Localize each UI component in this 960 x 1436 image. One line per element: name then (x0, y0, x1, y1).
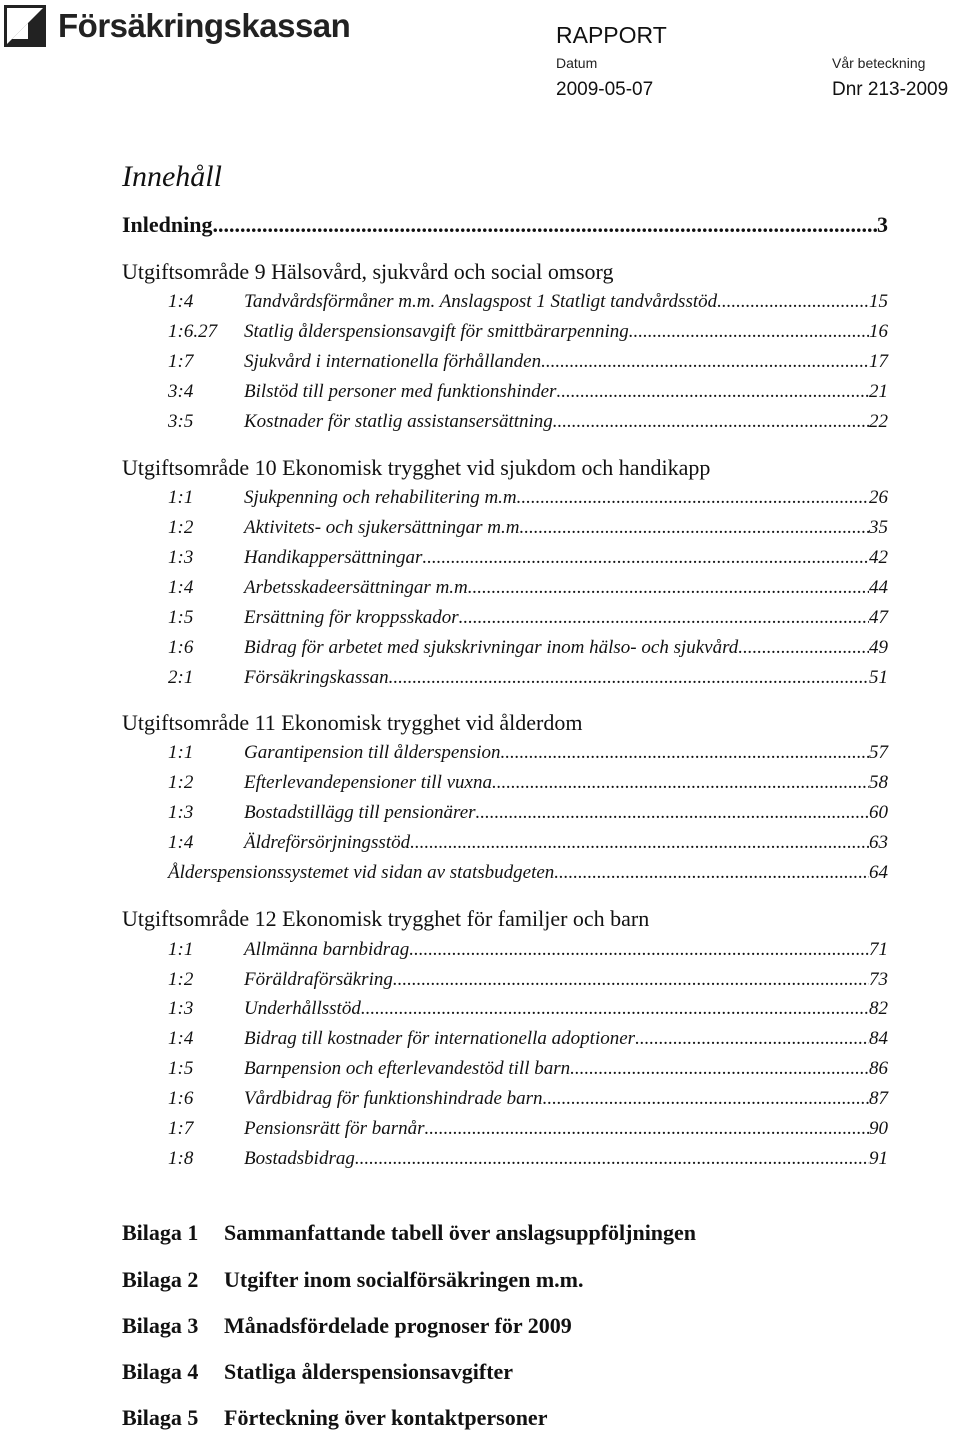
appendix-entry[interactable] (122, 1220, 696, 1246)
toc-entry-number: 1:2 (168, 969, 194, 990)
toc-entry-page: 64 (869, 862, 888, 883)
toc-entry-page: 73 (869, 969, 888, 990)
dot-leader (393, 969, 869, 991)
appendix-entry[interactable] (122, 1313, 572, 1339)
dot-leader (213, 212, 878, 238)
toc-entry-number: 1:1 (168, 939, 194, 960)
toc-entry-text: Vårdbidrag för funktionshindrade barn (244, 1088, 543, 1109)
toc-entry-page: 91 (869, 1148, 888, 1169)
toc-entry-text: Arbetsskadeersättningar m.m. (244, 577, 473, 598)
toc-entry[interactable] (122, 637, 888, 659)
toc-entry-text: Ersättning för kroppsskador (244, 607, 459, 628)
toc-entry-text: Underhållsstöd (244, 998, 361, 1019)
toc-entry[interactable] (122, 381, 888, 403)
appendix-label: Bilaga 4 (122, 1359, 199, 1384)
toc-entry-number: 1:6 (168, 1088, 194, 1109)
dot-leader (459, 607, 869, 629)
toc-entry-inledning[interactable] (122, 212, 888, 238)
dot-leader (543, 1088, 869, 1110)
date-value: 2009-05-07 (556, 79, 654, 100)
toc-entry-number: 1:4 (168, 1028, 194, 1049)
dot-leader (524, 517, 869, 539)
toc-entry-text: Försäkringskassan (244, 667, 389, 688)
toc-entry[interactable] (122, 547, 888, 569)
toc-entry-number: 1:6.27 (168, 321, 218, 342)
toc-entry[interactable] (122, 1088, 888, 1110)
appendix-text: Sammanfattande tabell över anslagsuppföljningen (224, 1220, 697, 1245)
toc-entry[interactable] (122, 939, 888, 961)
appendix-label: Bilaga 2 (122, 1267, 199, 1292)
toc-entry-text: Bilstöd till personer med funktionshinder (244, 381, 557, 402)
dot-leader (635, 1028, 869, 1050)
toc-entry[interactable] (122, 291, 888, 313)
toc-entry-number: 1:1 (168, 742, 194, 763)
toc-entry-number: 1:4 (168, 577, 194, 598)
toc-entry-page: 58 (869, 772, 888, 793)
dot-leader (717, 291, 869, 313)
logo (4, 4, 350, 48)
dot-leader (521, 487, 869, 509)
toc-entry-text: Bostadsbidrag (244, 1148, 355, 1169)
toc-entry-number: 1:5 (168, 607, 194, 628)
toc-entry[interactable] (122, 607, 888, 629)
toc-entry-page: 60 (869, 802, 888, 823)
toc-entry-page: 17 (869, 351, 888, 372)
toc-entry-number: 1:2 (168, 517, 194, 538)
toc-entry-page: 63 (869, 832, 888, 853)
dot-leader (361, 998, 869, 1020)
toc-entry[interactable] (122, 969, 888, 991)
toc-entry-page: 90 (869, 1118, 888, 1139)
toc-entry-text: Tandvårdsförmåner m.m. Anslagspost 1 Statligt tandvårdsstöd (244, 291, 718, 312)
toc-entry-text: Ålderspensionssystemet vid sidan av statsbudgeten (168, 862, 555, 883)
toc-entry-page: 86 (869, 1058, 888, 1079)
toc-entry[interactable] (122, 487, 888, 509)
toc-entry-page: 44 (869, 577, 888, 598)
toc-entry-text: Sjukvård i internationella förhållanden (244, 351, 542, 372)
dot-leader (425, 1118, 869, 1140)
toc-entry-page: 26 (869, 487, 888, 508)
toc-entry-number: 1:4 (168, 291, 194, 312)
toc-entry[interactable] (122, 998, 888, 1020)
toc-entry-page: 49 (869, 637, 888, 658)
toc-entry-number: 1:1 (168, 487, 194, 508)
appendix-label: Bilaga 1 (122, 1220, 199, 1245)
section-heading: Utgiftsområde 9 Hälsovård, sjukvård och social omsorg (122, 259, 614, 284)
toc-entry[interactable] (122, 577, 888, 599)
dot-leader (409, 939, 869, 961)
toc-entry[interactable] (122, 667, 888, 689)
toc-entry-number: 2:1 (168, 667, 194, 688)
dot-leader (355, 1148, 869, 1170)
document-header (0, 0, 960, 110)
toc-entry-text: Föräldraförsäkring (244, 969, 393, 990)
toc-entry[interactable] (122, 1148, 888, 1170)
toc-title: Innehåll (122, 160, 222, 193)
section-heading: Utgiftsområde 12 Ekonomisk trygghet för familjer och barn (122, 906, 650, 931)
toc-entry-text: Bidrag för arbetet med sjukskrivningar inom hälso- och sjukvård (244, 637, 739, 658)
dot-leader (476, 802, 869, 824)
toc-entry-text: Handikappersättningar (244, 547, 423, 568)
toc-entry-number: 3:5 (168, 411, 194, 432)
toc-entry[interactable] (122, 802, 888, 824)
toc-entry[interactable] (122, 772, 888, 794)
appendix-entry[interactable] (122, 1267, 584, 1293)
date-label: Datum (556, 55, 598, 71)
toc-entry-text: Efterlevandepensioner till vuxna (244, 772, 492, 793)
toc-entry-page: 15 (869, 291, 888, 312)
dot-leader (554, 862, 869, 884)
toc-entry-number: 1:2 (168, 772, 194, 793)
toc-entry[interactable] (122, 1028, 888, 1050)
appendix-entry[interactable] (122, 1359, 513, 1385)
toc-entry[interactable] (122, 351, 888, 373)
toc-entry-page: 82 (869, 998, 888, 1019)
toc-entry-number: 1:5 (168, 1058, 194, 1079)
toc-entry-page: 35 (869, 517, 888, 538)
toc-entry-number: 1:7 (168, 1118, 194, 1139)
toc-entry-number: 1:3 (168, 547, 194, 568)
toc-entry[interactable] (168, 862, 888, 884)
section-heading: Utgiftsområde 10 Ekonomisk trygghet vid sjukdom och handikapp (122, 455, 711, 480)
toc-entry-number: 1:6 (168, 637, 194, 658)
appendix-entry[interactable] (122, 1405, 547, 1431)
toc-entry-text: Barnpension och efterlevandestöd till barn (244, 1058, 571, 1079)
toc-entry[interactable] (122, 517, 888, 539)
toc-entry-page: 87 (869, 1088, 888, 1109)
toc-entry-page: 21 (869, 381, 888, 402)
toc-entry-text: Statlig ålderspensionsavgift för smittbärarpenning (244, 321, 629, 342)
dot-leader (629, 321, 869, 343)
toc-entry-number: 1:3 (168, 802, 194, 823)
toc-entry[interactable] (122, 742, 888, 764)
toc-entry-text: Inledning (122, 212, 213, 237)
toc-entry[interactable] (122, 832, 888, 854)
dot-leader (422, 547, 869, 569)
dot-leader (738, 637, 869, 659)
toc-entry[interactable] (122, 1058, 888, 1080)
appendix-label: Bilaga 5 (122, 1405, 199, 1430)
toc-entry-text: Pensionsrätt för barnår (244, 1118, 425, 1139)
dot-leader (556, 381, 869, 403)
dot-leader (389, 667, 869, 689)
dot-leader (570, 1058, 869, 1080)
toc-entry-page: 51 (869, 667, 888, 688)
appendix-label: Bilaga 3 (122, 1313, 199, 1338)
report-label: RAPPORT (556, 22, 667, 48)
toc-entry-page: 84 (869, 1028, 888, 1049)
toc-entry-text: Garantipension till ålderspension (244, 742, 501, 763)
logo-mark-icon (4, 5, 46, 47)
appendix-text: Förteckning över kontaktpersoner (224, 1405, 548, 1430)
section-heading: Utgiftsområde 11 Ekonomisk trygghet vid ålderdom (122, 710, 583, 735)
toc-entry-text: Bostadstillägg till pensionärer (244, 802, 476, 823)
appendix-text: Utgifter inom socialförsäkringen m.m. (224, 1267, 584, 1292)
dot-leader (410, 832, 869, 854)
dot-leader (541, 351, 869, 373)
toc-entry-page: 22 (869, 411, 888, 432)
dot-leader (553, 411, 869, 433)
toc-entry-text: Sjukpenning och rehabilitering m.m. (244, 487, 522, 508)
toc-entry-number: 3:4 (168, 381, 194, 402)
toc-entry[interactable] (122, 411, 888, 433)
dot-leader (473, 577, 869, 599)
toc-entry-number: 1:7 (168, 351, 194, 372)
logo-text: Försäkringskassan (58, 7, 351, 44)
appendix-text: Månadsfördelade prognoser för 2009 (224, 1313, 572, 1338)
ref-value: Dnr 213-2009 (832, 79, 949, 100)
appendix-text: Statliga ålderspensionsavgifter (224, 1359, 514, 1384)
dot-leader (492, 772, 869, 794)
toc-entry[interactable] (122, 321, 888, 343)
toc-entry-text: Äldreförsörjningsstöd (244, 832, 411, 853)
toc-entry-text: Allmänna barnbidrag (244, 939, 410, 960)
ref-label: Vår beteckning (832, 55, 926, 71)
toc-entry-number: 1:4 (168, 832, 194, 853)
toc-entry-text: Kostnader för statlig assistansersättning (244, 411, 553, 432)
toc-entry[interactable] (122, 1118, 888, 1140)
toc-entry-number: 1:3 (168, 998, 194, 1019)
toc-entry-page: 71 (869, 939, 888, 960)
toc-entry-page: 42 (869, 547, 888, 568)
dot-leader (501, 742, 870, 764)
toc-entry-page: 57 (869, 742, 888, 763)
toc-entry-text: Bidrag till kostnader för internationella adoptioner (244, 1028, 636, 1049)
toc-entry-page: 47 (869, 607, 888, 628)
toc-entry-text: Aktivitets- och sjukersättningar m.m. (244, 517, 525, 538)
toc-entry-number: 1:8 (168, 1148, 194, 1169)
toc-entry-page: 3 (877, 212, 888, 237)
toc-entry-page: 16 (869, 321, 888, 342)
